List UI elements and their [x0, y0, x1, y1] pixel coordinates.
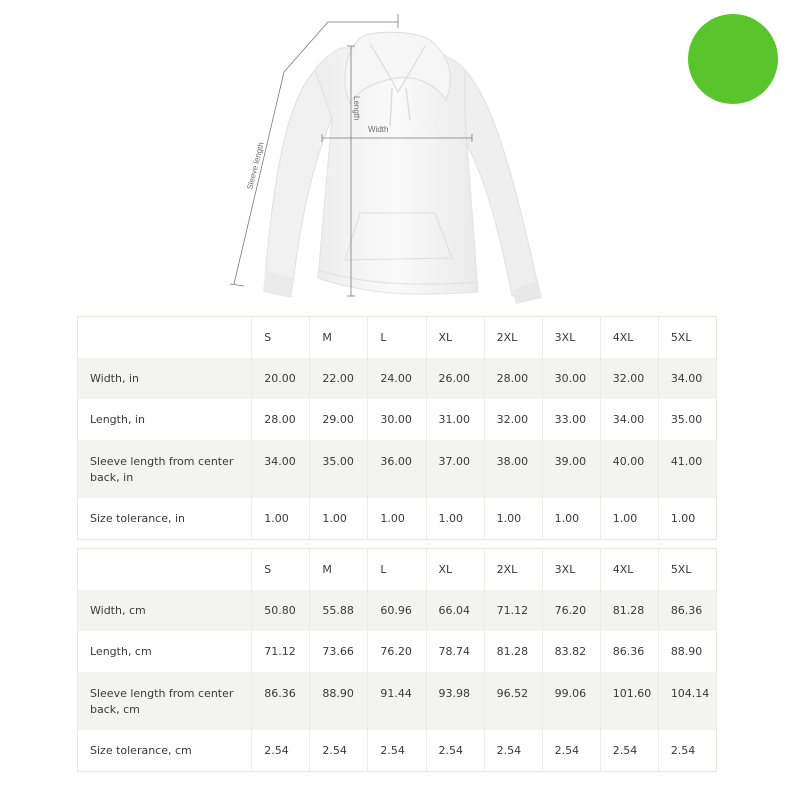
table-row: [78, 631, 717, 672]
table-cell: 71.12: [484, 590, 542, 631]
hoodie-illustration: [220, 8, 560, 308]
table-cell: 66.04: [426, 590, 484, 631]
table-cell: 71.12: [252, 631, 310, 672]
row-label: Sleeve length from center back, cm: [78, 672, 252, 730]
size-header: L: [368, 317, 426, 359]
table-cell: 1.00: [658, 498, 716, 539]
table-cell: 28.00: [252, 399, 310, 440]
table-row: [78, 672, 717, 730]
table-cell: 55.88: [310, 590, 368, 631]
size-header: 5XL: [658, 549, 716, 591]
table-cell: 34.00: [252, 440, 310, 498]
size-table-centimeters: [77, 548, 717, 772]
table-cell: 28.00: [484, 358, 542, 399]
table-cell: 73.66: [310, 631, 368, 672]
table-header-row: [78, 549, 717, 591]
table-cell: 2.54: [426, 730, 484, 771]
table-cell: 1.00: [600, 498, 658, 539]
size-header: XL: [426, 549, 484, 591]
table-cell: 30.00: [542, 358, 600, 399]
table-cell: 40.00: [600, 440, 658, 498]
size-header: S: [252, 549, 310, 591]
width-label: Width: [368, 125, 389, 134]
table-cell: 104.14: [658, 672, 716, 730]
table-cell: 24.00: [368, 358, 426, 399]
table-cell: 83.82: [542, 631, 600, 672]
table-cell: 50.80: [252, 590, 310, 631]
table-row: [78, 730, 717, 771]
row-label: Length, in: [78, 399, 252, 440]
table-cell: 1.00: [252, 498, 310, 539]
sleeve-length-label: Sleeve length: [245, 141, 266, 191]
table-header-row: [78, 317, 717, 359]
table-cell: 32.00: [600, 358, 658, 399]
table-cell: 20.00: [252, 358, 310, 399]
table-cell: 31.00: [426, 399, 484, 440]
table-cell: 1.00: [542, 498, 600, 539]
table-row: [78, 590, 717, 631]
size-header: 5XL: [658, 317, 716, 359]
hoodie-diagram: [220, 8, 560, 308]
table-cell: 1.00: [426, 498, 484, 539]
size-header: XL: [426, 317, 484, 359]
table-cell: 86.36: [252, 672, 310, 730]
size-header: 3XL: [542, 549, 600, 591]
table-cell: 101.60: [600, 672, 658, 730]
size-header: L: [368, 549, 426, 591]
table-cell: 2.54: [252, 730, 310, 771]
table-cell: 32.00: [484, 399, 542, 440]
table-cell: 37.00: [426, 440, 484, 498]
table-cell: 78.74: [426, 631, 484, 672]
table-row: [78, 358, 717, 399]
size-header: M: [310, 549, 368, 591]
table-cell: 34.00: [600, 399, 658, 440]
row-label: Width, cm: [78, 590, 252, 631]
header-empty-cell: [78, 549, 252, 591]
table-cell: 29.00: [310, 399, 368, 440]
table-cell: 26.00: [426, 358, 484, 399]
green-circle-icon: [688, 14, 778, 104]
table-cell: 33.00: [542, 399, 600, 440]
header-empty-cell: [78, 317, 252, 359]
table-cell: 22.00: [310, 358, 368, 399]
row-label: Sleeve length from center back, in: [78, 440, 252, 498]
table-cell: 86.36: [658, 590, 716, 631]
row-label: Size tolerance, in: [78, 498, 252, 539]
table-cell: 2.54: [368, 730, 426, 771]
table-cell: 2.54: [600, 730, 658, 771]
table-cell: 76.20: [542, 590, 600, 631]
table-cell: 35.00: [658, 399, 716, 440]
size-header: 4XL: [600, 549, 658, 591]
table-cell: 39.00: [542, 440, 600, 498]
table-cell: 2.54: [542, 730, 600, 771]
row-label: Width, in: [78, 358, 252, 399]
table-cell: 34.00: [658, 358, 716, 399]
table-row: [78, 440, 717, 498]
row-label: Size tolerance, cm: [78, 730, 252, 771]
table-cell: 38.00: [484, 440, 542, 498]
table-cell: 88.90: [310, 672, 368, 730]
table-cell: 1.00: [368, 498, 426, 539]
table-cell: 36.00: [368, 440, 426, 498]
table-cell: 60.96: [368, 590, 426, 631]
table-cell: 99.06: [542, 672, 600, 730]
table-row: [78, 399, 717, 440]
size-header: 2XL: [484, 317, 542, 359]
table-cell: 1.00: [310, 498, 368, 539]
table-cell: 91.44: [368, 672, 426, 730]
table-cell: 81.28: [484, 631, 542, 672]
size-header: S: [252, 317, 310, 359]
table-cell: 86.36: [600, 631, 658, 672]
table-cell: 30.00: [368, 399, 426, 440]
length-label: Length: [352, 96, 361, 121]
table-cell: 41.00: [658, 440, 716, 498]
table-row: [78, 498, 717, 539]
table-cell: 1.00: [484, 498, 542, 539]
table-cell: 2.54: [484, 730, 542, 771]
size-header: 4XL: [600, 317, 658, 359]
table-cell: 81.28: [600, 590, 658, 631]
table-cell: 2.54: [310, 730, 368, 771]
size-header: M: [310, 317, 368, 359]
size-header: 3XL: [542, 317, 600, 359]
table-cell: 76.20: [368, 631, 426, 672]
size-table-inches: [77, 316, 717, 540]
row-label: Length, cm: [78, 631, 252, 672]
size-header: 2XL: [484, 549, 542, 591]
table-cell: 88.90: [658, 631, 716, 672]
table-cell: 35.00: [310, 440, 368, 498]
table-cell: 96.52: [484, 672, 542, 730]
table-cell: 93.98: [426, 672, 484, 730]
table-cell: 2.54: [658, 730, 716, 771]
